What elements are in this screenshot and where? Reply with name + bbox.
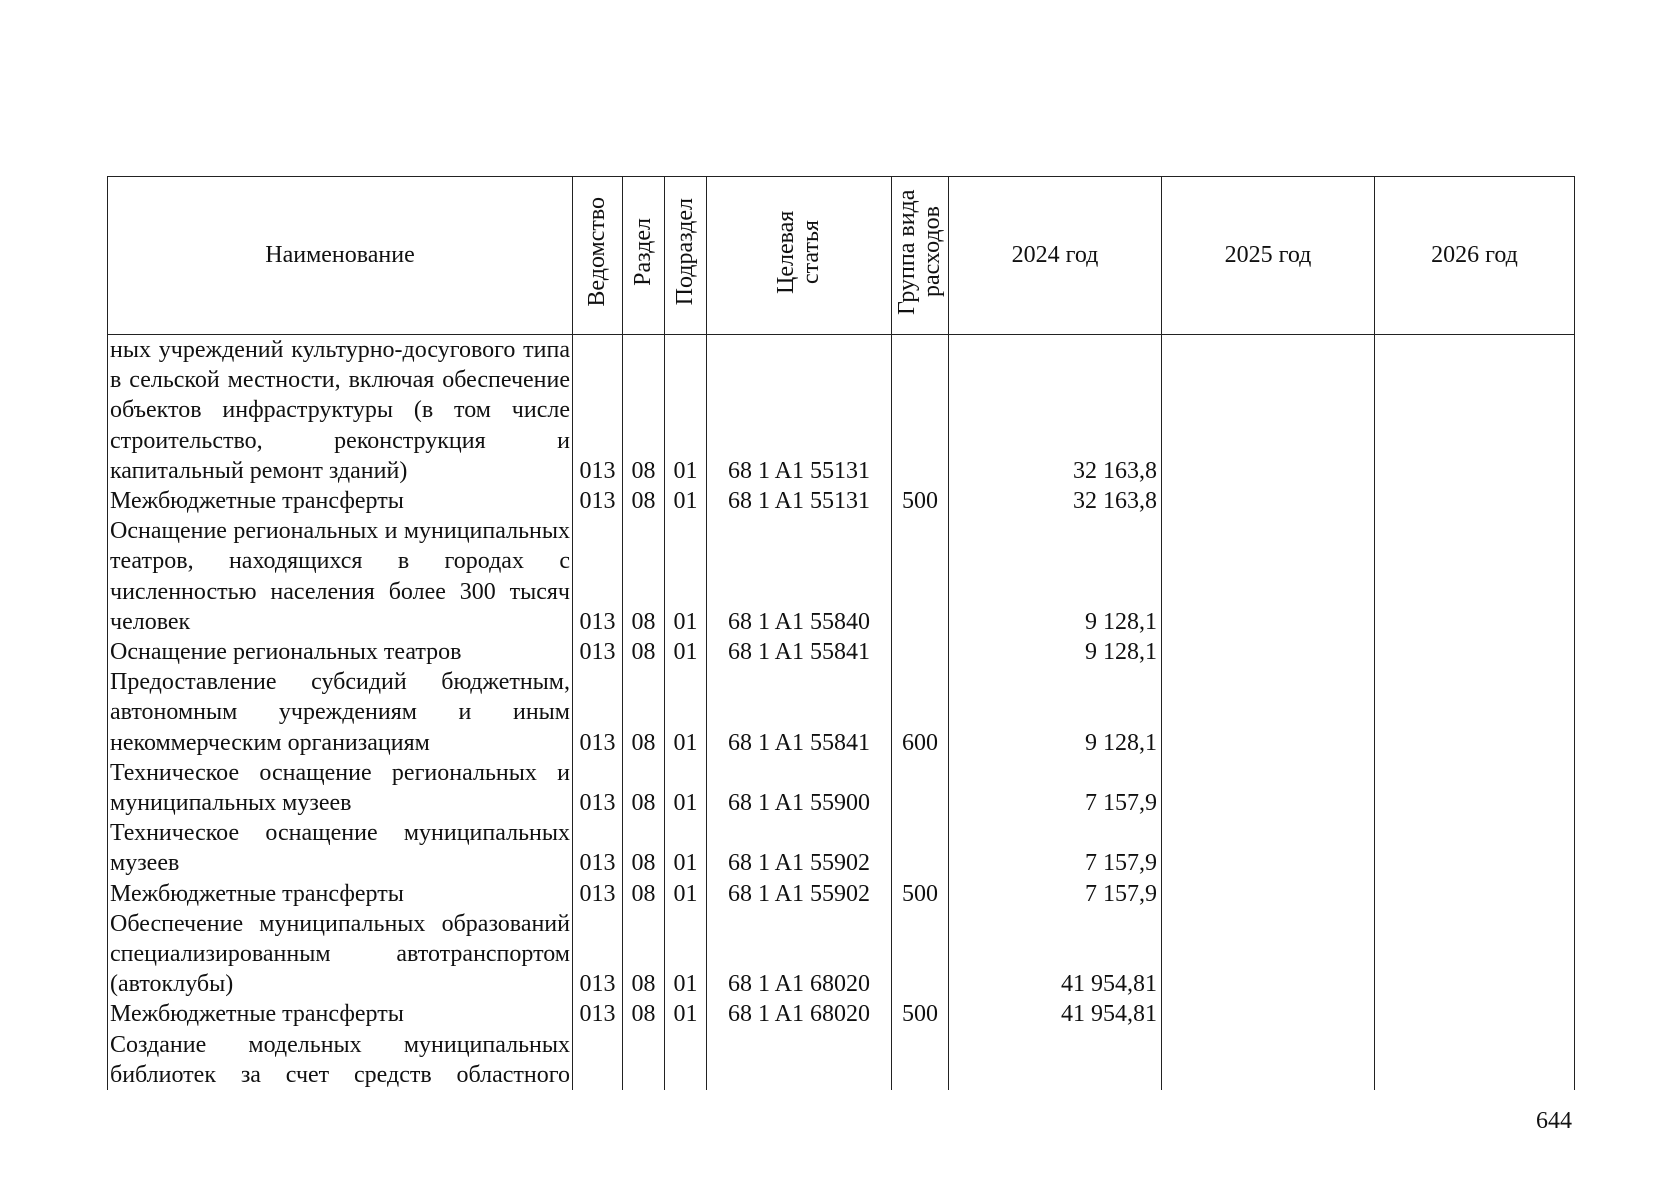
- cell-vedomstvo: [573, 1030, 623, 1090]
- cell-gruppa: [892, 758, 949, 818]
- cell-2026: [1375, 879, 1575, 909]
- cell-podrazdel: 01: [665, 879, 707, 909]
- cell-2024: 7 157,9: [949, 818, 1162, 878]
- cell-gruppa: [892, 516, 949, 637]
- cell-gruppa: 500: [892, 879, 949, 909]
- cell-celevaya: 68 1 A1 55841: [707, 637, 892, 667]
- cell-2025: [1162, 758, 1375, 818]
- cell-razdel: 08: [623, 879, 665, 909]
- table-row: [108, 879, 1575, 909]
- cell-razdel: 08: [623, 637, 665, 667]
- cell-razdel: 08: [623, 516, 665, 637]
- cell-celevaya: 68 1 A1 55900: [707, 758, 892, 818]
- cell-2025: [1162, 879, 1375, 909]
- cell-2026: [1375, 818, 1575, 878]
- cell-gruppa: [892, 818, 949, 878]
- cell-2024: 32 163,8: [949, 335, 1162, 487]
- cell-razdel: 08: [623, 909, 665, 1000]
- cell-2025: [1162, 909, 1375, 1000]
- budget-table: [107, 176, 1575, 1090]
- cell-vedomstvo: 013: [573, 335, 623, 487]
- cell-name: Межбюджетные трансферты: [108, 486, 573, 516]
- cell-celevaya: 68 1 A1 55902: [707, 818, 892, 878]
- cell-name: Оснащение региональных и муниципальных театров, находящихся в городах с численностью населения более 300 тысяч человек: [108, 516, 573, 637]
- table-row: [108, 335, 1575, 487]
- header-razdel: Раздел: [623, 177, 665, 335]
- cell-2026: [1375, 1030, 1575, 1090]
- cell-razdel: 08: [623, 999, 665, 1029]
- header-gruppa: Группа вида расходов: [892, 177, 949, 335]
- header-vedomstvo: Ведомство: [573, 177, 623, 335]
- cell-vedomstvo: 013: [573, 637, 623, 667]
- header-2026: 2026 год: [1375, 177, 1575, 335]
- cell-2024: 9 128,1: [949, 667, 1162, 758]
- cell-celevaya: 68 1 A1 55841: [707, 667, 892, 758]
- cell-2026: [1375, 335, 1575, 487]
- header-name: Наименование: [108, 177, 573, 335]
- cell-podrazdel: 01: [665, 758, 707, 818]
- cell-2026: [1375, 486, 1575, 516]
- cell-gruppa: [892, 1030, 949, 1090]
- header-podrazdel: Подраздел: [665, 177, 707, 335]
- cell-celevaya: 68 1 A1 55131: [707, 335, 892, 487]
- table-row: [108, 1030, 1575, 1090]
- cell-name: Оснащение региональных театров: [108, 637, 573, 667]
- cell-2024: 7 157,9: [949, 879, 1162, 909]
- cell-2024: 9 128,1: [949, 637, 1162, 667]
- cell-2024: 41 954,81: [949, 909, 1162, 1000]
- cell-name: ных учреждений культурно-досугового типа в сельской местности, включая обеспечение объектов инфраструктуры (в том числе строительство, реконструкция и капитальный ремонт зданий): [108, 335, 573, 487]
- cell-celevaya: 68 1 A1 55902: [707, 879, 892, 909]
- cell-vedomstvo: 013: [573, 486, 623, 516]
- cell-podrazdel: 01: [665, 999, 707, 1029]
- table-row: [108, 818, 1575, 878]
- cell-2024: [949, 1030, 1162, 1090]
- cell-2024: 41 954,81: [949, 999, 1162, 1029]
- cell-name: Межбюджетные трансферты: [108, 999, 573, 1029]
- header-celevaya: Целевая статья: [707, 177, 892, 335]
- cell-vedomstvo: 013: [573, 999, 623, 1029]
- cell-2025: [1162, 818, 1375, 878]
- table-row: [108, 486, 1575, 516]
- cell-razdel: 08: [623, 758, 665, 818]
- cell-2025: [1162, 486, 1375, 516]
- cell-podrazdel: 01: [665, 667, 707, 758]
- cell-vedomstvo: 013: [573, 818, 623, 878]
- cell-celevaya: 68 1 A1 55840: [707, 516, 892, 637]
- cell-celevaya: [707, 1030, 892, 1090]
- cell-name: Обеспечение муниципальных образований специализированным автотранспортом (автоклубы): [108, 909, 573, 1000]
- table-row: [108, 758, 1575, 818]
- cell-podrazdel: 01: [665, 909, 707, 1000]
- cell-vedomstvo: 013: [573, 516, 623, 637]
- header-2024: 2024 год: [949, 177, 1162, 335]
- cell-gruppa: 600: [892, 667, 949, 758]
- cell-name: Межбюджетные трансферты: [108, 879, 573, 909]
- cell-name: Предоставление субсидий бюджетным, автономным учреждениям и иным некоммерческим организациям: [108, 667, 573, 758]
- cell-celevaya: 68 1 A1 68020: [707, 909, 892, 1000]
- cell-podrazdel: 01: [665, 516, 707, 637]
- cell-podrazdel: [665, 1030, 707, 1090]
- cell-vedomstvo: 013: [573, 667, 623, 758]
- page-number: 644: [1536, 1108, 1572, 1134]
- cell-2025: [1162, 637, 1375, 667]
- cell-razdel: [623, 1030, 665, 1090]
- cell-2026: [1375, 909, 1575, 1000]
- cell-2025: [1162, 1030, 1375, 1090]
- cell-name: Создание модельных муниципальных библиотек за счет средств областного: [108, 1030, 573, 1090]
- table-row: [108, 999, 1575, 1029]
- cell-vedomstvo: 013: [573, 879, 623, 909]
- cell-2024: 9 128,1: [949, 516, 1162, 637]
- cell-gruppa: [892, 637, 949, 667]
- cell-celevaya: 68 1 A1 55131: [707, 486, 892, 516]
- cell-vedomstvo: 013: [573, 909, 623, 1000]
- cell-gruppa: [892, 335, 949, 487]
- cell-podrazdel: 01: [665, 335, 707, 487]
- cell-2025: [1162, 667, 1375, 758]
- cell-2026: [1375, 999, 1575, 1029]
- cell-2025: [1162, 999, 1375, 1029]
- cell-podrazdel: 01: [665, 818, 707, 878]
- cell-name: Техническое оснащение муниципальных музеев: [108, 818, 573, 878]
- cell-razdel: 08: [623, 818, 665, 878]
- cell-name: Техническое оснащение региональных и муниципальных музеев: [108, 758, 573, 818]
- cell-2025: [1162, 335, 1375, 487]
- table-row: [108, 637, 1575, 667]
- cell-razdel: 08: [623, 667, 665, 758]
- cell-2024: 7 157,9: [949, 758, 1162, 818]
- cell-podrazdel: 01: [665, 637, 707, 667]
- cell-podrazdel: 01: [665, 486, 707, 516]
- table-row: [108, 516, 1575, 637]
- cell-gruppa: 500: [892, 486, 949, 516]
- cell-2024: 32 163,8: [949, 486, 1162, 516]
- table-row: [108, 667, 1575, 758]
- cell-gruppa: [892, 909, 949, 1000]
- cell-2026: [1375, 516, 1575, 637]
- cell-2026: [1375, 637, 1575, 667]
- cell-gruppa: 500: [892, 999, 949, 1029]
- table-row: [108, 909, 1575, 1000]
- header-2025: 2025 год: [1162, 177, 1375, 335]
- cell-2025: [1162, 516, 1375, 637]
- cell-2026: [1375, 667, 1575, 758]
- cell-vedomstvo: 013: [573, 758, 623, 818]
- table-header-row: [108, 177, 1575, 335]
- cell-celevaya: 68 1 A1 68020: [707, 999, 892, 1029]
- cell-razdel: 08: [623, 486, 665, 516]
- cell-razdel: 08: [623, 335, 665, 487]
- cell-2026: [1375, 758, 1575, 818]
